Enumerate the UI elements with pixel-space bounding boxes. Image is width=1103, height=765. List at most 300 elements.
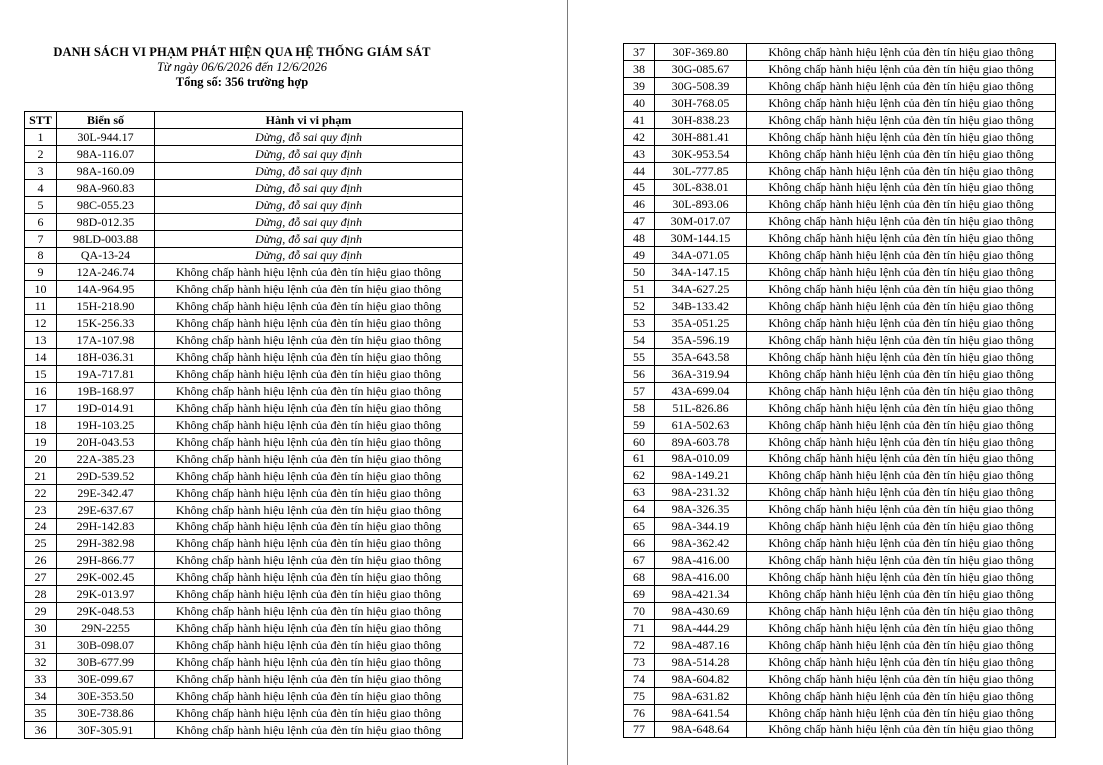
table-row (624, 281, 1056, 298)
row-plate: 12A-246.74 (57, 264, 155, 281)
table-row (25, 281, 463, 298)
table-row (25, 315, 463, 332)
row-plate: 89A-603.78 (655, 433, 747, 450)
row-violation: Không chấp hành hiệu lệnh của đèn tín hiệu giao thông (747, 162, 1056, 179)
row-violation: Không chấp hành hiệu lệnh của đèn tín hiệu giao thông (155, 501, 463, 518)
row-plate: 29H-142.83 (57, 518, 155, 535)
table-row (624, 348, 1056, 365)
row-violation: Dừng, đỗ sai quy định (155, 230, 463, 247)
date-range: Từ ngày 06/6/2026 đến 12/6/2026 (156, 60, 327, 74)
row-violation: Không chấp hành hiệu lệnh của đèn tín hiệu giao thông (155, 433, 463, 450)
table-row (25, 332, 463, 349)
row-stt: 22 (25, 484, 57, 501)
table-row (25, 654, 463, 671)
row-plate: 17A-107.98 (57, 332, 155, 349)
table-header-row (25, 112, 463, 129)
row-stt: 6 (25, 213, 57, 230)
row-plate: 29K-002.45 (57, 569, 155, 586)
row-violation: Không chấp hành hiệu lệnh của đèn tín hiệu giao thông (155, 620, 463, 637)
row-plate: 29K-013.97 (57, 586, 155, 603)
row-violation: Không chấp hành hiệu lệnh của đèn tín hiệu giao thông (747, 348, 1056, 365)
column-header-plate: Biển số (57, 112, 155, 129)
row-stt: 17 (25, 399, 57, 416)
row-stt: 13 (25, 332, 57, 349)
row-stt: 54 (624, 331, 655, 348)
table-row (25, 179, 463, 196)
row-stt: 75 (624, 687, 655, 704)
row-plate: 36A-319.94 (655, 365, 747, 382)
row-violation: Không chấp hành hiệu lệnh của đèn tín hiệu giao thông (155, 603, 463, 620)
row-plate: 51L-826.86 (655, 399, 747, 416)
row-plate: 35A-596.19 (655, 331, 747, 348)
row-stt: 32 (25, 654, 57, 671)
row-violation: Không chấp hành hiệu lệnh của đèn tín hiệu giao thông (747, 721, 1056, 738)
table-row (25, 569, 463, 586)
row-stt: 61 (624, 450, 655, 467)
column-header-violation: Hành vi vi phạm (155, 112, 463, 129)
table-row (624, 687, 1056, 704)
row-violation: Không chấp hành hiệu lệnh của đèn tín hiệu giao thông (747, 518, 1056, 535)
row-plate: 19D-014.91 (57, 399, 155, 416)
row-violation: Dừng, đỗ sai quy định (155, 162, 463, 179)
row-plate: 34B-133.42 (655, 298, 747, 315)
row-stt: 10 (25, 281, 57, 298)
table-row (25, 603, 463, 620)
table-row (25, 247, 463, 264)
table-row (624, 196, 1056, 213)
row-stt: 37 (624, 44, 655, 61)
row-violation: Không chấp hành hiệu lệnh của đèn tín hiệu giao thông (155, 687, 463, 704)
row-stt: 9 (25, 264, 57, 281)
row-plate: 29H-866.77 (57, 552, 155, 569)
table-row (624, 382, 1056, 399)
row-violation: Không chấp hành hiệu lệnh của đèn tín hiệu giao thông (747, 586, 1056, 603)
table-row (25, 467, 463, 484)
row-plate: 15H-218.90 (57, 298, 155, 315)
row-plate: 19H-103.25 (57, 416, 155, 433)
row-stt: 21 (25, 467, 57, 484)
table-row (25, 349, 463, 366)
row-violation: Không chấp hành hiệu lệnh của đèn tín hiệu giao thông (155, 670, 463, 687)
row-stt: 67 (624, 552, 655, 569)
table-row (624, 467, 1056, 484)
row-plate: 29E-342.47 (57, 484, 155, 501)
table-row (624, 44, 1056, 61)
row-plate: 30M-017.07 (655, 213, 747, 230)
table-row (624, 77, 1056, 94)
row-plate: 30H-838.23 (655, 111, 747, 128)
row-plate: 30L-944.17 (57, 128, 155, 145)
row-violation: Không chấp hành hiệu lệnh của đèn tín hiệu giao thông (747, 264, 1056, 281)
row-stt: 49 (624, 247, 655, 264)
row-stt: 31 (25, 637, 57, 654)
row-violation: Không chấp hành hiệu lệnh của đèn tín hiệu giao thông (747, 636, 1056, 653)
row-plate: 34A-147.15 (655, 264, 747, 281)
row-plate: 98D-012.35 (57, 213, 155, 230)
table-row (624, 179, 1056, 196)
row-stt: 53 (624, 315, 655, 332)
row-violation: Không chấp hành hiệu lệnh của đèn tín hiệu giao thông (155, 552, 463, 569)
violations-table-left (24, 111, 463, 739)
row-plate: 30B-677.99 (57, 654, 155, 671)
row-plate: 61A-502.63 (655, 416, 747, 433)
row-violation: Không chấp hành hiệu lệnh của đèn tín hiệu giao thông (747, 60, 1056, 77)
row-plate: 19A-717.81 (57, 366, 155, 383)
row-plate: 98A-648.64 (655, 721, 747, 738)
row-violation: Không chấp hành hiệu lệnh của đèn tín hiệu giao thông (747, 145, 1056, 162)
row-stt: 57 (624, 382, 655, 399)
table-row (25, 196, 463, 213)
row-plate: 30L-893.06 (655, 196, 747, 213)
table-row (624, 298, 1056, 315)
row-stt: 28 (25, 586, 57, 603)
row-violation: Không chấp hành hiệu lệnh của đèn tín hiệu giao thông (155, 332, 463, 349)
row-stt: 4 (25, 179, 57, 196)
row-stt: 11 (25, 298, 57, 315)
row-stt: 19 (25, 433, 57, 450)
row-plate: 35A-643.58 (655, 348, 747, 365)
row-stt: 55 (624, 348, 655, 365)
row-stt: 60 (624, 433, 655, 450)
row-violation: Không chấp hành hiệu lệnh của đèn tín hiệu giao thông (155, 349, 463, 366)
row-stt: 68 (624, 569, 655, 586)
row-violation: Không chấp hành hiệu lệnh của đèn tín hiệu giao thông (747, 416, 1056, 433)
row-stt: 59 (624, 416, 655, 433)
row-violation: Không chấp hành hiệu lệnh của đèn tín hiệu giao thông (747, 230, 1056, 247)
table-row (25, 213, 463, 230)
row-plate: 29E-637.67 (57, 501, 155, 518)
row-stt: 73 (624, 653, 655, 670)
table-row (624, 569, 1056, 586)
table-row (624, 619, 1056, 636)
row-violation: Không chấp hành hiệu lệnh của đèn tín hiệu giao thông (747, 315, 1056, 332)
row-stt: 23 (25, 501, 57, 518)
table-row (25, 535, 463, 552)
row-violation: Không chấp hành hiệu lệnh của đèn tín hiệu giao thông (155, 264, 463, 281)
row-stt: 45 (624, 179, 655, 196)
row-violation: Không chấp hành hiệu lệnh của đèn tín hiệu giao thông (155, 450, 463, 467)
row-violation: Không chấp hành hiệu lệnh của đèn tín hiệu giao thông (155, 704, 463, 721)
table-row (624, 552, 1056, 569)
row-plate: 30F-305.91 (57, 721, 155, 738)
row-plate: 30L-838.01 (655, 179, 747, 196)
column-header-stt: STT (25, 112, 57, 129)
row-stt: 76 (624, 704, 655, 721)
row-plate: 98A-416.00 (655, 552, 747, 569)
table-row (624, 60, 1056, 77)
row-plate: 30E-738.86 (57, 704, 155, 721)
row-plate: 34A-627.25 (655, 281, 747, 298)
table-row (624, 501, 1056, 518)
row-violation: Không chấp hành hiệu lệnh của đèn tín hiệu giao thông (747, 365, 1056, 382)
table-row (624, 128, 1056, 145)
total-count: Tổng số: 356 trường hợp (175, 75, 309, 89)
row-violation: Không chấp hành hiệu lệnh của đèn tín hiệu giao thông (155, 298, 463, 315)
table-row (624, 230, 1056, 247)
row-plate: 22A-385.23 (57, 450, 155, 467)
row-plate: 29H-382.98 (57, 535, 155, 552)
row-plate: 98A-641.54 (655, 704, 747, 721)
table-row (25, 264, 463, 281)
table-row (624, 416, 1056, 433)
table-row (624, 315, 1056, 332)
row-violation: Không chấp hành hiệu lệnh của đèn tín hiệu giao thông (155, 399, 463, 416)
row-violation: Không chấp hành hiệu lệnh của đèn tín hiệu giao thông (747, 484, 1056, 501)
row-stt: 71 (624, 619, 655, 636)
row-plate: 29K-048.53 (57, 603, 155, 620)
table-row (25, 450, 463, 467)
table-row (624, 704, 1056, 721)
row-violation: Không chấp hành hiệu lệnh của đèn tín hiệu giao thông (747, 399, 1056, 416)
table-row (624, 247, 1056, 264)
row-stt: 70 (624, 602, 655, 619)
row-plate: 30E-099.67 (57, 670, 155, 687)
row-stt: 1 (25, 128, 57, 145)
table-row (25, 637, 463, 654)
row-plate: 98A-344.19 (655, 518, 747, 535)
row-plate: 30G-085.67 (655, 60, 747, 77)
row-violation: Không chấp hành hiệu lệnh của đèn tín hiệu giao thông (747, 704, 1056, 721)
table-row (624, 162, 1056, 179)
row-violation: Không chấp hành hiệu lệnh của đèn tín hiệu giao thông (155, 484, 463, 501)
document-header (22, 44, 462, 90)
row-violation: Không chấp hành hiệu lệnh của đèn tín hiệu giao thông (747, 569, 1056, 586)
row-stt: 16 (25, 383, 57, 400)
row-violation: Không chấp hành hiệu lệnh của đèn tín hiệu giao thông (747, 298, 1056, 315)
row-stt: 12 (25, 315, 57, 332)
row-stt: 30 (25, 620, 57, 637)
row-violation: Không chấp hành hiệu lệnh của đèn tín hiệu giao thông (747, 535, 1056, 552)
row-violation: Không chấp hành hiệu lệnh của đèn tín hiệu giao thông (747, 213, 1056, 230)
row-plate: 98C-055.23 (57, 196, 155, 213)
row-plate: 29D-539.52 (57, 467, 155, 484)
table-row (624, 145, 1056, 162)
row-stt: 72 (624, 636, 655, 653)
row-violation: Không chấp hành hiệu lệnh của đèn tín hiệu giao thông (747, 433, 1056, 450)
row-stt: 48 (624, 230, 655, 247)
row-stt: 77 (624, 721, 655, 738)
row-stt: 5 (25, 196, 57, 213)
table-row (25, 298, 463, 315)
row-plate: 30H-768.05 (655, 94, 747, 111)
row-plate: 18H-036.31 (57, 349, 155, 366)
row-plate: 20H-043.53 (57, 433, 155, 450)
row-stt: 39 (624, 77, 655, 94)
table-row (25, 433, 463, 450)
row-violation: Không chấp hành hiệu lệnh của đèn tín hiệu giao thông (155, 586, 463, 603)
row-stt: 69 (624, 586, 655, 603)
row-plate: 98A-960.83 (57, 179, 155, 196)
row-violation: Không chấp hành hiệu lệnh của đèn tín hiệu giao thông (747, 179, 1056, 196)
table-row (25, 162, 463, 179)
row-violation: Không chấp hành hiệu lệnh của đèn tín hiệu giao thông (747, 94, 1056, 111)
table-row (624, 111, 1056, 128)
table-row (25, 721, 463, 738)
row-stt: 15 (25, 366, 57, 383)
row-plate: 98A-444.29 (655, 619, 747, 636)
row-stt: 52 (624, 298, 655, 315)
row-violation: Không chấp hành hiệu lệnh của đèn tín hiệu giao thông (747, 44, 1056, 61)
table-row (624, 94, 1056, 111)
row-violation: Không chấp hành hiệu lệnh của đèn tín hiệu giao thông (747, 450, 1056, 467)
row-violation: Không chấp hành hiệu lệnh của đèn tín hiệu giao thông (747, 653, 1056, 670)
table-row (25, 586, 463, 603)
table-row (624, 433, 1056, 450)
row-stt: 46 (624, 196, 655, 213)
row-violation: Không chấp hành hiệu lệnh của đèn tín hiệu giao thông (155, 637, 463, 654)
row-stt: 14 (25, 349, 57, 366)
row-stt: 58 (624, 399, 655, 416)
table-row (624, 535, 1056, 552)
row-violation: Không chấp hành hiệu lệnh của đèn tín hiệu giao thông (747, 247, 1056, 264)
table-row (624, 670, 1056, 687)
row-plate: 98A-416.00 (655, 569, 747, 586)
table-row (25, 501, 463, 518)
row-stt: 47 (624, 213, 655, 230)
row-plate: 98A-326.35 (655, 501, 747, 518)
row-violation: Không chấp hành hiệu lệnh của đèn tín hiệu giao thông (747, 467, 1056, 484)
table-row (25, 145, 463, 162)
table-row (624, 602, 1056, 619)
row-plate: 98LD-003.88 (57, 230, 155, 247)
row-stt: 18 (25, 416, 57, 433)
row-violation: Không chấp hành hiệu lệnh của đèn tín hiệu giao thông (155, 654, 463, 671)
table-row (25, 366, 463, 383)
row-stt: 33 (25, 670, 57, 687)
row-plate: 98A-010.09 (655, 450, 747, 467)
row-stt: 65 (624, 518, 655, 535)
row-plate: 30M-144.15 (655, 230, 747, 247)
row-plate: 98A-149.21 (655, 467, 747, 484)
row-violation: Không chấp hành hiệu lệnh của đèn tín hiệu giao thông (747, 687, 1056, 704)
row-violation: Dừng, đỗ sai quy định (155, 145, 463, 162)
table-row (25, 620, 463, 637)
row-stt: 41 (624, 111, 655, 128)
row-stt: 20 (25, 450, 57, 467)
row-plate: 98A-362.42 (655, 535, 747, 552)
row-violation: Không chấp hành hiệu lệnh của đèn tín hiệu giao thông (155, 535, 463, 552)
row-stt: 26 (25, 552, 57, 569)
row-violation: Không chấp hành hiệu lệnh của đèn tín hiệu giao thông (155, 315, 463, 332)
row-plate: 34A-071.05 (655, 247, 747, 264)
table-row (25, 518, 463, 535)
row-plate: 98A-430.69 (655, 602, 747, 619)
document-title: DANH SÁCH VI PHẠM PHÁT HIỆN QUA HỆ THỐNG GIÁM SÁT (53, 45, 431, 59)
row-violation: Không chấp hành hiệu lệnh của đèn tín hiệu giao thông (747, 77, 1056, 94)
row-violation: Không chấp hành hiệu lệnh của đèn tín hiệu giao thông (747, 670, 1056, 687)
row-plate: 30H-881.41 (655, 128, 747, 145)
row-violation: Không chấp hành hiệu lệnh của đèn tín hiệu giao thông (747, 111, 1056, 128)
row-violation: Không chấp hành hiệu lệnh của đèn tín hiệu giao thông (155, 416, 463, 433)
row-plate: 14A-964.95 (57, 281, 155, 298)
table-row (25, 687, 463, 704)
row-plate: 98A-160.09 (57, 162, 155, 179)
table-row (25, 670, 463, 687)
row-violation: Dừng, đỗ sai quy định (155, 196, 463, 213)
table-row (624, 213, 1056, 230)
row-violation: Không chấp hành hiệu lệnh của đèn tín hiệu giao thông (155, 569, 463, 586)
row-stt: 24 (25, 518, 57, 535)
row-plate: 19B-168.97 (57, 383, 155, 400)
row-plate: 98A-421.34 (655, 586, 747, 603)
row-stt: 29 (25, 603, 57, 620)
row-stt: 63 (624, 484, 655, 501)
row-violation: Không chấp hành hiệu lệnh của đèn tín hiệu giao thông (155, 366, 463, 383)
row-stt: 25 (25, 535, 57, 552)
row-plate: 35A-051.25 (655, 315, 747, 332)
row-stt: 56 (624, 365, 655, 382)
row-violation: Dừng, đỗ sai quy định (155, 128, 463, 145)
row-plate: 98A-231.32 (655, 484, 747, 501)
row-stt: 35 (25, 704, 57, 721)
row-violation: Không chấp hành hiệu lệnh của đèn tín hiệu giao thông (155, 518, 463, 535)
row-plate: 29N-2255 (57, 620, 155, 637)
row-plate: QA-13-24 (57, 247, 155, 264)
page-divider (567, 0, 568, 765)
row-violation: Dừng, đỗ sai quy định (155, 179, 463, 196)
violations-table-right (623, 43, 1056, 738)
table-row (25, 230, 463, 247)
row-violation: Không chấp hành hiệu lệnh của đèn tín hiệu giao thông (155, 281, 463, 298)
table-row (25, 484, 463, 501)
row-plate: 98A-604.82 (655, 670, 747, 687)
row-stt: 64 (624, 501, 655, 518)
table-row (25, 552, 463, 569)
row-stt: 38 (624, 60, 655, 77)
row-plate: 43A-699.04 (655, 382, 747, 399)
table-row (624, 331, 1056, 348)
table-row (25, 128, 463, 145)
row-plate: 30F-369.80 (655, 44, 747, 61)
row-plate: 30E-353.50 (57, 687, 155, 704)
row-violation: Không chấp hành hiệu lệnh của đèn tín hiệu giao thông (747, 382, 1056, 399)
table-row (25, 383, 463, 400)
row-stt: 43 (624, 145, 655, 162)
row-violation: Dừng, đỗ sai quy định (155, 247, 463, 264)
row-stt: 51 (624, 281, 655, 298)
row-violation: Không chấp hành hiệu lệnh của đèn tín hiệu giao thông (155, 721, 463, 738)
row-plate: 30B-098.07 (57, 637, 155, 654)
row-stt: 2 (25, 145, 57, 162)
row-stt: 44 (624, 162, 655, 179)
row-plate: 30L-777.85 (655, 162, 747, 179)
table-row (624, 586, 1056, 603)
row-plate: 98A-514.28 (655, 653, 747, 670)
table-row (25, 704, 463, 721)
table-row (25, 399, 463, 416)
row-violation: Dừng, đỗ sai quy định (155, 213, 463, 230)
row-violation: Không chấp hành hiệu lệnh của đèn tín hiệu giao thông (747, 331, 1056, 348)
table-row (25, 416, 463, 433)
row-violation: Không chấp hành hiệu lệnh của đèn tín hiệu giao thông (155, 383, 463, 400)
table-row (624, 484, 1056, 501)
row-plate: 30G-508.39 (655, 77, 747, 94)
row-stt: 27 (25, 569, 57, 586)
row-stt: 74 (624, 670, 655, 687)
row-violation: Không chấp hành hiệu lệnh của đèn tín hiệu giao thông (747, 602, 1056, 619)
row-stt: 42 (624, 128, 655, 145)
table-row (624, 365, 1056, 382)
row-stt: 62 (624, 467, 655, 484)
row-stt: 40 (624, 94, 655, 111)
row-stt: 7 (25, 230, 57, 247)
row-stt: 34 (25, 687, 57, 704)
table-row (624, 518, 1056, 535)
row-violation: Không chấp hành hiệu lệnh của đèn tín hiệu giao thông (747, 281, 1056, 298)
row-violation: Không chấp hành hiệu lệnh của đèn tín hiệu giao thông (747, 128, 1056, 145)
table-row (624, 653, 1056, 670)
row-plate: 98A-116.07 (57, 145, 155, 162)
